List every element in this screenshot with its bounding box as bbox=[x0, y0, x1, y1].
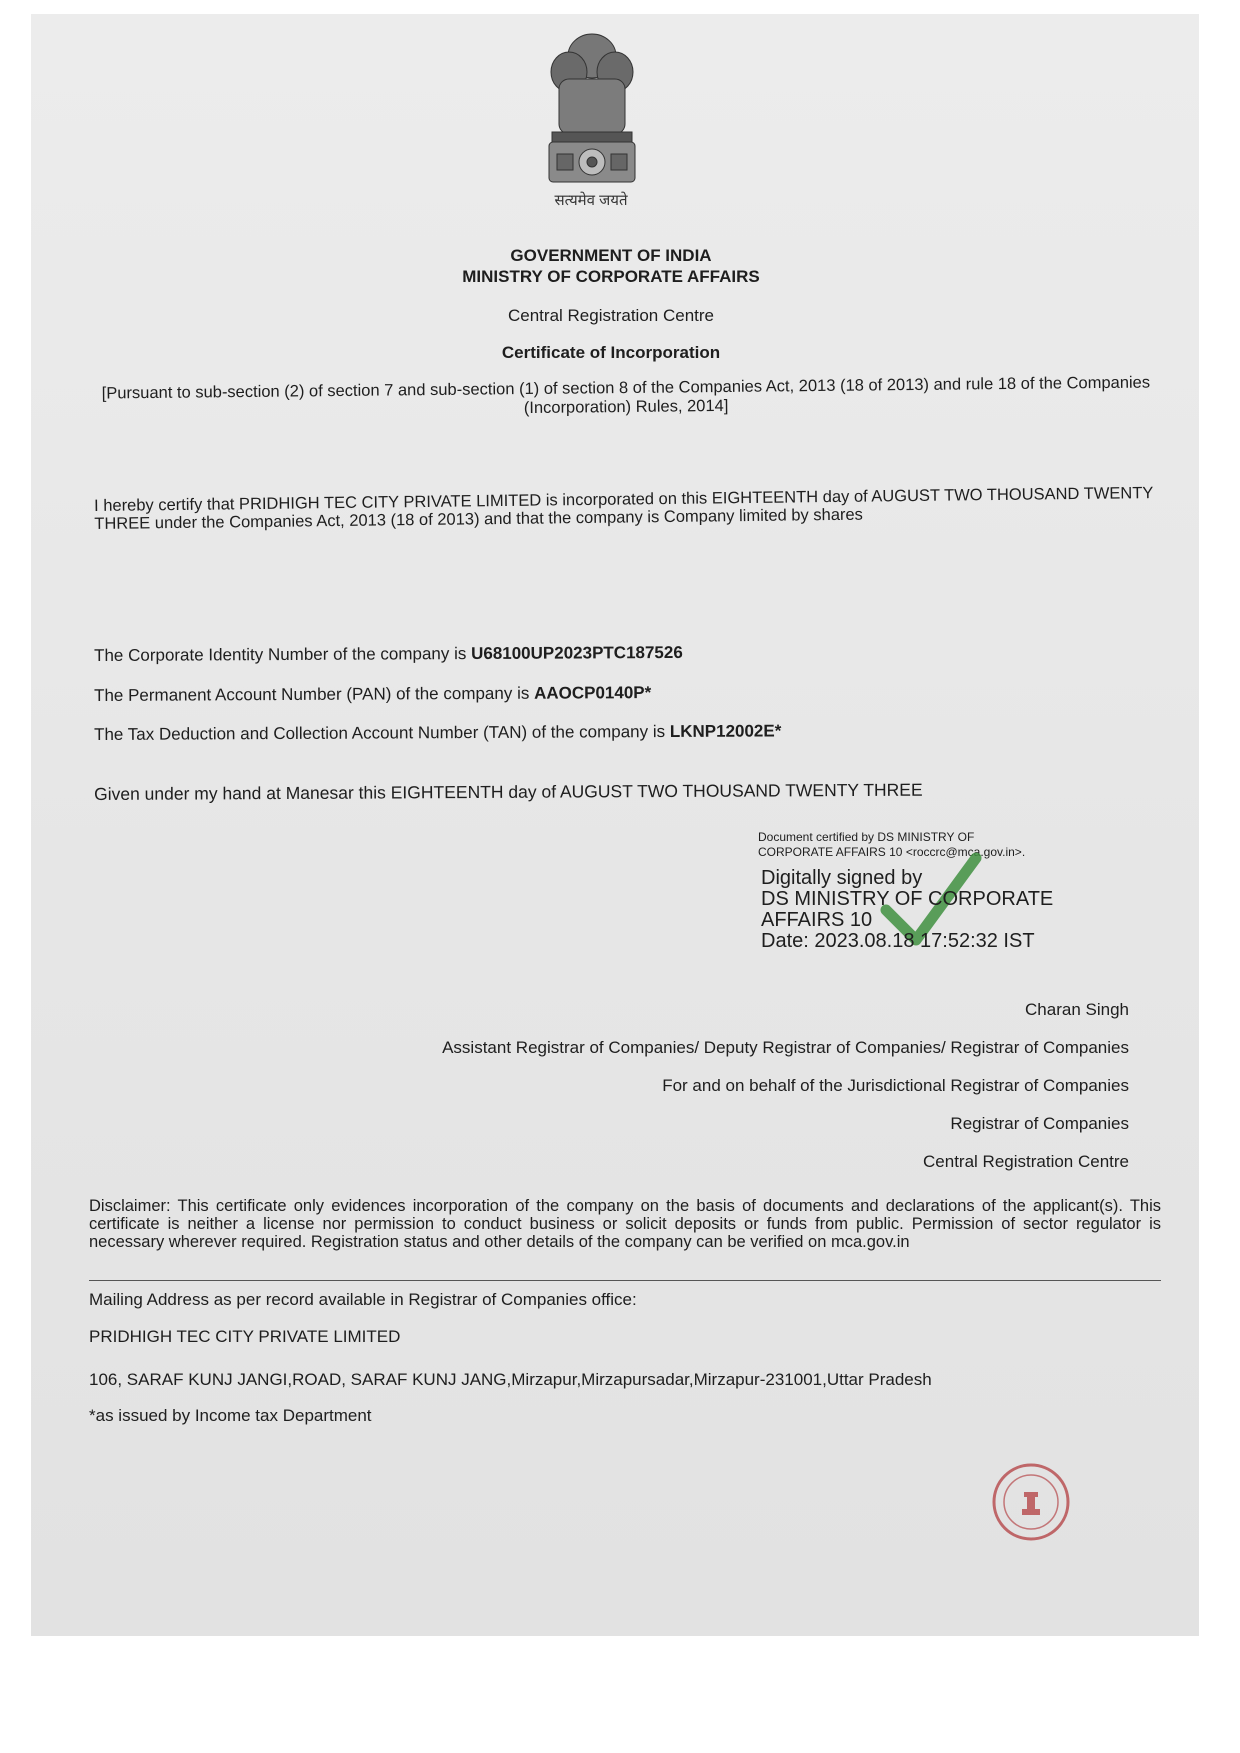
cin-value: U68100UP2023PTC187526 bbox=[471, 642, 683, 664]
registrar-line: Registrar of Companies bbox=[950, 1114, 1129, 1133]
pursuant-clause: [Pursuant to sub-section (2) of section 7 and sub-section (1) of section 8 of the Companies Act, 2013 (18 of 2013) and rule 18 of the Companies (Incorporation) Rules, 2014] bbox=[101, 373, 1151, 418]
mailing-address: 106, SARAF KUNJ JANGI,ROAD, SARAF KUNJ JANG,Mirzapur,Mirzapursadar,Mirzapur-231001,Uttar Pradesh bbox=[89, 1370, 932, 1389]
pan-label: The Permanent Account Number (PAN) of the company is bbox=[94, 683, 535, 705]
certified-line-2: CORPORATE AFFAIRS 10 <roccrc@mca.gov.in>. bbox=[758, 845, 1026, 859]
pan-value: AAOCP0140P* bbox=[533, 683, 652, 703]
tan-label: The Tax Deduction and Collection Account Number (TAN) of the company is bbox=[94, 721, 670, 744]
digital-signature-block bbox=[761, 868, 1121, 952]
disclaimer-text: Disclaimer: This certificate only evidences incorporation of the company on the basis of documents and declarations of the applicant(s). This certificate is neither a license nor permission to conduct business or solicit deposits or funds from public. Permission of sector regulator is necessary wherever required. Registration status and other details of the company can be verified on mca.gov.in bbox=[89, 1197, 1161, 1251]
cin-line bbox=[94, 643, 683, 666]
ministry-heading: MINISTRY OF CORPORATE AFFAIRS bbox=[462, 267, 760, 286]
national-emblem-icon bbox=[537, 24, 647, 202]
emblem-motto: सत्यमेव जयते bbox=[554, 192, 628, 209]
tan-line bbox=[94, 721, 781, 745]
government-heading: GOVERNMENT OF INDIA bbox=[510, 246, 712, 265]
tan-value: LKNP12002E* bbox=[669, 721, 782, 741]
certificate-page bbox=[31, 14, 1199, 1636]
digital-line-1: Digitally signed by bbox=[761, 867, 923, 889]
cin-label: The Corporate Identity Number of the company is bbox=[94, 644, 472, 665]
digital-line-3: AFFAIRS 10 bbox=[761, 909, 873, 931]
digital-line-4: Date: 2023.08.18 17:52:32 IST bbox=[761, 930, 1035, 952]
on-behalf-line: For and on behalf of the Jurisdictional Registrar of Companies bbox=[662, 1076, 1129, 1095]
pan-tan-footnote: *as issued by Income tax Department bbox=[89, 1406, 372, 1425]
registrar-seal-icon bbox=[991, 1462, 1071, 1542]
mailing-address-label: Mailing Address as per record available in Registrar of Companies office: bbox=[89, 1290, 637, 1309]
page-title: Certificate of Incorporation bbox=[501, 343, 721, 362]
signatory-name: Charan Singh bbox=[1025, 1000, 1129, 1019]
certified-line-1: Document certified by DS MINISTRY OF bbox=[758, 830, 975, 844]
pan-line bbox=[94, 683, 651, 706]
mailing-company-name: PRIDHIGH TEC CITY PRIVATE LIMITED bbox=[89, 1327, 401, 1346]
digital-line-2: DS MINISTRY OF CORPORATE bbox=[761, 888, 1054, 910]
centre-heading: Central Registration Centre bbox=[508, 306, 714, 325]
signatory-designation: Assistant Registrar of Companies/ Deputy Registrar of Companies/ Registrar of Companies bbox=[442, 1038, 1129, 1057]
given-under-hand: Given under my hand at Manesar this EIGHTEENTH day of AUGUST TWO THOUSAND TWENTY THREE bbox=[94, 779, 923, 804]
certification-text: I hereby certify that PRIDHIGH TEC CITY PRIVATE LIMITED is incorporated on this EIGHTEENTH day of AUGUST TWO THOUSAND TWENTY THREE under the Companies Act, 2013 (18 of 2013) and that the company is Company limited by shares bbox=[94, 484, 1154, 533]
centre-line: Central Registration Centre bbox=[923, 1152, 1129, 1171]
divider bbox=[89, 1280, 1161, 1281]
